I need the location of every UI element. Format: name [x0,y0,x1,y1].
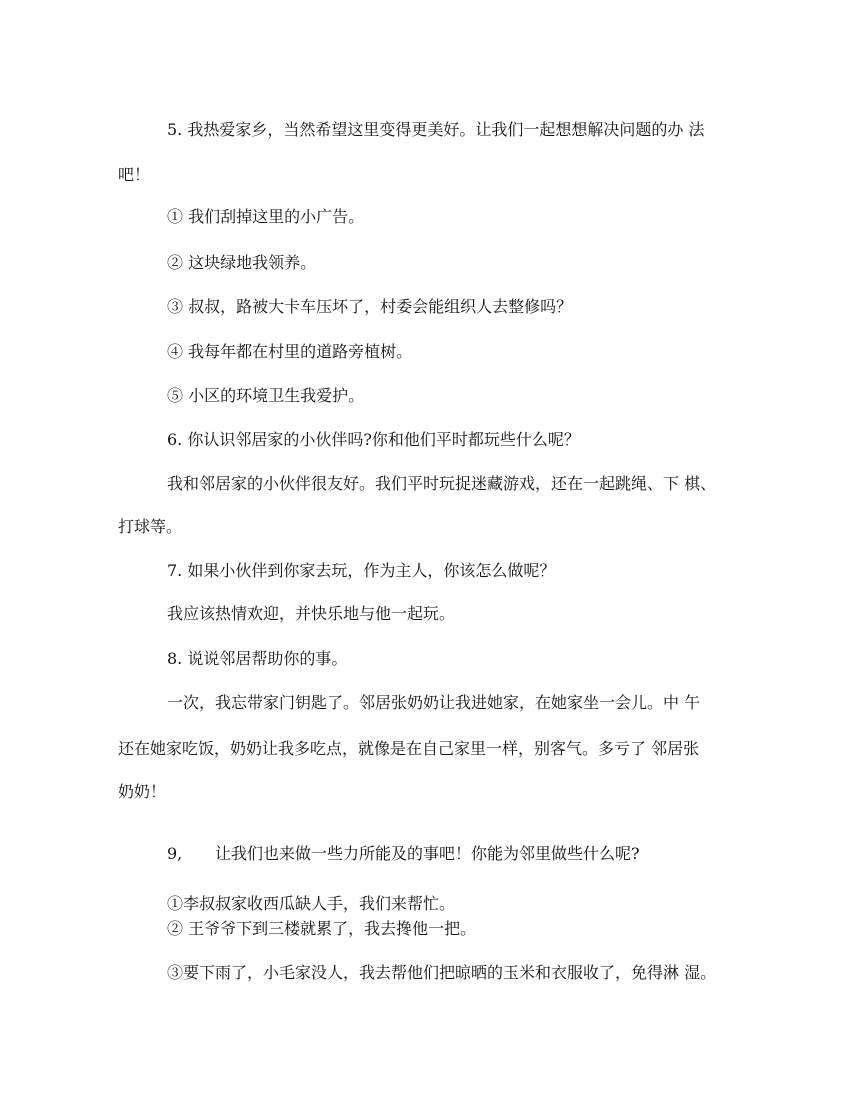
question-5-option-5: ⑤ 小区的环境卫生我爱护。 [167,386,365,405]
question-8-answer: 一次，我忘带家门钥匙了。邻居张奶奶让我进她家，在她家坐一会儿。中 午 [167,693,701,712]
question-9-prompt: 让我们也来做一些力所能及的事吧！你能为邻里做些什么呢? [215,844,640,863]
question-8-answer-end: 奶奶！ [118,782,167,801]
question-7-answer: 我应该热情欢迎，并快乐地与他一起玩。 [167,604,456,623]
question-6-answer-continued: 打球等。 [118,517,183,536]
question-5-text: 5. 我热爱家乡，当然希望这里变得更美好。让我们一起想想解决问题的办 法 [167,120,705,139]
question-9-answer-3: ③要下雨了，小毛家没人，我去帮他们把晾晒的玉米和衣服收了，免得淋 湿。 [167,963,717,982]
question-9-number: 9, [167,844,183,863]
question-7-text: 7. 如果小伙伴到你家去玩，作为主人，你该怎么做呢？ [167,561,556,580]
question-9-answer-2: ② 王爷爷下到三楼就累了，我去搀他一把。 [167,919,477,938]
question-6-text: 6. 你认识邻居家的小伙伴吗?你和他们平时都玩些什么呢？ [167,430,580,449]
question-5-option-2: ② 这块绿地我领养。 [167,253,317,272]
question-5-text-continued: 吧！ [118,165,151,184]
question-6-answer: 我和邻居家的小伙伴很友好。我们平时玩捉迷藏游戏，还在一起跳绳、下 棋、 [167,474,717,493]
question-9-answer-1: ①李叔叔家收西瓜缺人手，我们来帮忙。 [167,894,456,913]
question-5-option-1: ① 我们刮掉这里的小广告。 [167,207,365,226]
question-5-option-4: ④ 我每年都在村里的道路旁植树。 [167,342,413,361]
question-5-option-3: ③ 叔叔，路被大卡车压坏了，村委会能组织人去整修吗？ [167,297,573,316]
question-8-answer-continued: 还在她家吃饭，奶奶让我多吃点，就像是在自己家里一样，别客气。多亏了 邻居张 [118,739,700,758]
question-8-text: 8. 说说邻居帮助你的事。 [167,649,348,668]
question-9-text [167,843,640,865]
